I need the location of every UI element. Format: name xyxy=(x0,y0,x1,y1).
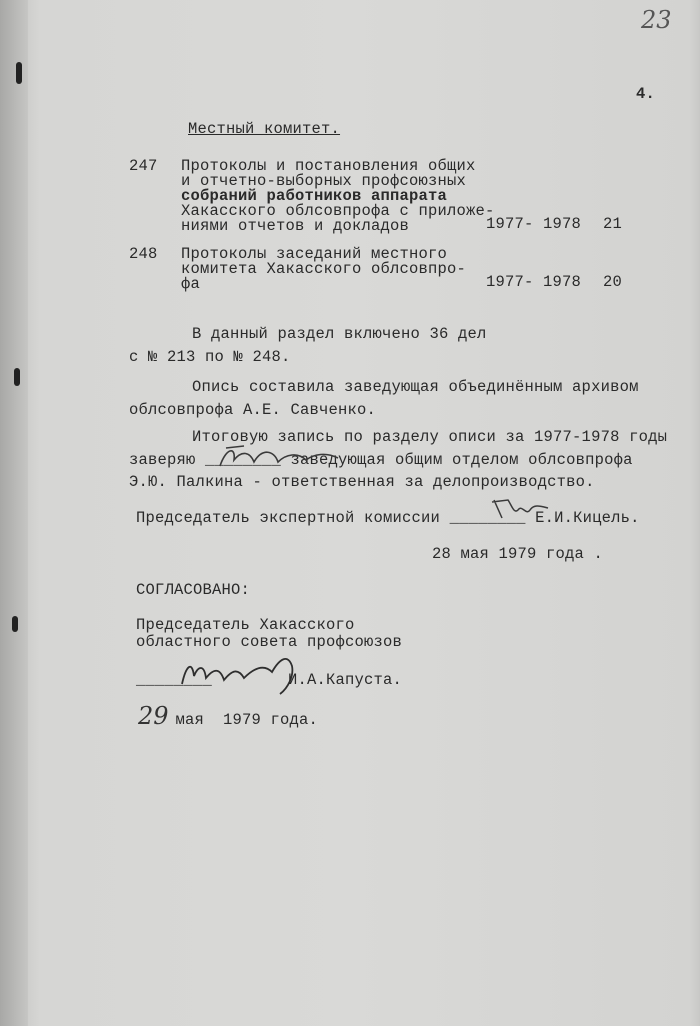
handwritten-signature xyxy=(488,496,558,526)
commission-date: 28 мая 1979 года . xyxy=(432,545,604,563)
entry-number: 247 xyxy=(129,157,158,175)
approval-heading: СОГЛАСОВАНО: xyxy=(136,581,251,599)
approval-text: областного совета профсоюзов xyxy=(136,633,403,651)
entry-description: Хакасского облсовпрофа с приложе- xyxy=(181,202,495,220)
certification-text-start: заверяю xyxy=(129,451,206,469)
compiler-text: Опись составила заведующая объединённым архивом xyxy=(192,378,639,396)
entry-description: Протоколы заседаний местного xyxy=(181,245,448,263)
commission-name: Е.И.Кицель. xyxy=(525,509,640,527)
approval-date-rest: мая 1979 года. xyxy=(166,711,319,729)
certification-text-end: заведующая общим отделом облсовпрофа xyxy=(281,451,633,469)
page-number: 4. xyxy=(636,85,656,103)
signature-blank: ________ xyxy=(136,671,213,689)
entry-description: и отчетно-выборных профсоюзных xyxy=(181,172,467,190)
entry-sheets: 20 xyxy=(603,273,623,291)
summary-text: с № 213 по № 248. xyxy=(129,348,291,366)
handwritten-signature xyxy=(176,646,306,698)
entry-sheets: 21 xyxy=(603,215,623,233)
certification-text xyxy=(129,452,633,468)
archive-sheet-number: 23 xyxy=(641,6,672,34)
compiler-text: облсовпрофа А.Е. Савченко. xyxy=(129,401,377,419)
certification-text: Э.Ю. Палкина - ответственная за делопроизводство. xyxy=(129,473,595,491)
handwritten-signature xyxy=(214,440,344,474)
signature-blank: ________ xyxy=(205,451,282,469)
commission-label: Председатель экспертной комиссии xyxy=(136,509,450,527)
entry-dates: 1977- 1978 xyxy=(486,273,582,291)
entry-dates: 1977- 1978 xyxy=(486,215,582,233)
page-edge xyxy=(0,0,28,1026)
approval-name: И.А.Капуста. xyxy=(288,671,403,689)
certification-text: Итоговую запись по разделу описи за 1977-1978 годы xyxy=(192,428,668,446)
entry-description: Протоколы и постановления общих xyxy=(181,157,476,175)
signature-blank: ________ xyxy=(449,509,526,527)
section-title: Местный комитет. xyxy=(188,120,341,138)
entry-description: ниями отчетов и докладов xyxy=(181,217,410,235)
binding-hole xyxy=(16,62,22,84)
binding-hole xyxy=(12,616,18,632)
approval-date-day: 29 xyxy=(138,702,169,730)
commission-line xyxy=(136,510,640,526)
entry-number: 248 xyxy=(129,245,158,263)
binding-hole xyxy=(14,368,20,386)
entry-description: комитета Хакасского облсовпро- xyxy=(181,260,467,278)
entry-description: фа xyxy=(181,275,201,293)
summary-text: В данный раздел включено 36 дел xyxy=(192,325,487,343)
approval-text: Председатель Хакасского xyxy=(136,616,355,634)
entry-description: собраний работников аппарата xyxy=(181,187,448,205)
